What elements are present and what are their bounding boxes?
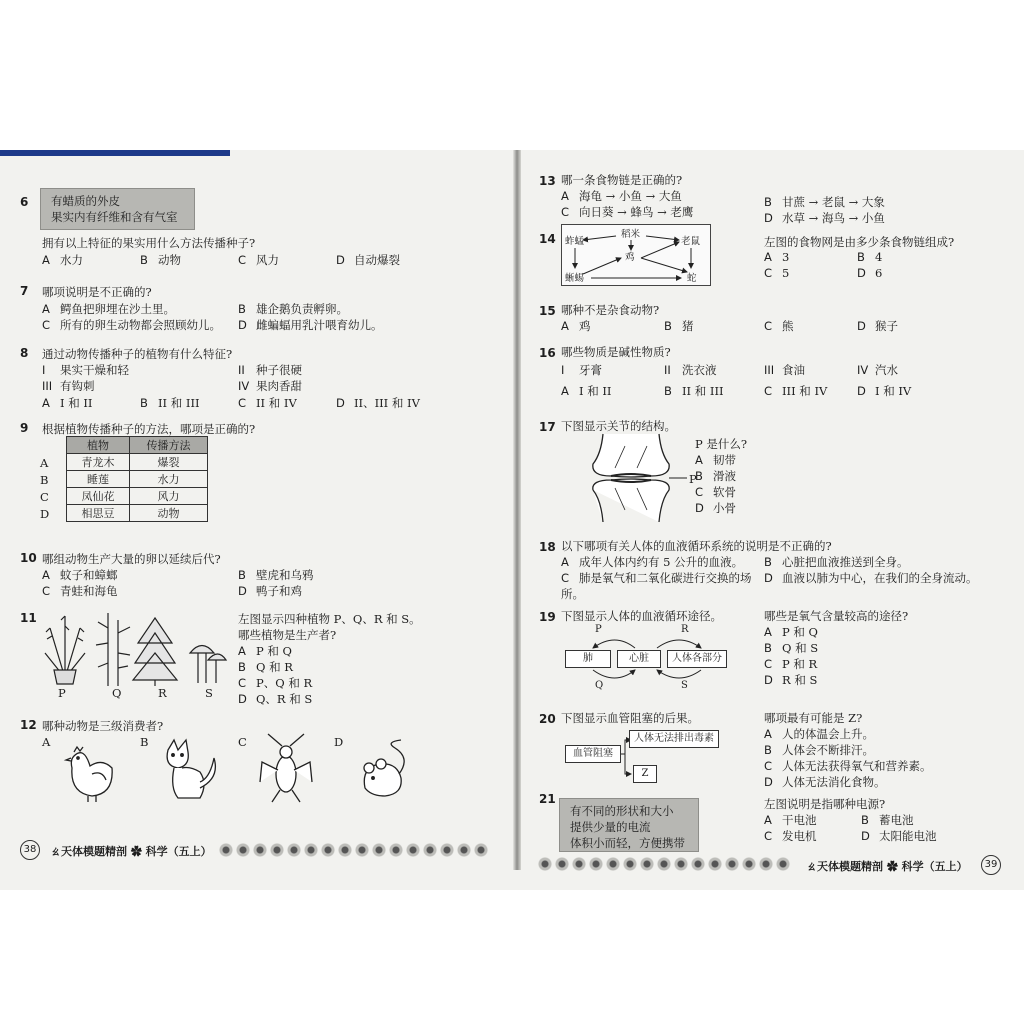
question-number: 16 <box>539 346 556 360</box>
option[interactable]: C 肺是氧气和二氧化碳进行交换的场所。 <box>561 571 752 601</box>
option-letter[interactable]: C <box>40 490 49 504</box>
option[interactable]: C P 和 R <box>764 657 818 671</box>
feature-line: 体积小而轻，方便携带 <box>570 836 685 850</box>
statement-item: II 洗衣液 <box>664 363 717 377</box>
feature-line: 有蜡质的外皮 <box>51 194 120 208</box>
option[interactable]: B II 和 III <box>140 396 200 410</box>
table-cell: 相思豆 <box>67 505 130 522</box>
option[interactable]: C II 和 IV <box>238 396 297 410</box>
question-number: 11 <box>20 611 37 625</box>
question-ask: 哪些是氧气含量较高的途径? <box>764 609 909 623</box>
question-number: 12 <box>20 718 37 732</box>
option[interactable]: C 5 <box>764 266 790 280</box>
feature-line: 果实内有纤维和含有气室 <box>51 210 178 224</box>
question-number: 21 <box>539 792 556 806</box>
path-label: S <box>681 680 688 691</box>
question-stem: 哪些物质是碱性物质? <box>561 345 671 359</box>
question-ask: 哪项最有可能是 Z? <box>764 711 863 725</box>
book-title: ㄠ天体模题精剖 ✿ 科学（五上） <box>806 860 968 873</box>
question-stem: 拥有以上特征的果实用什么方法传播种子? <box>42 236 256 250</box>
option[interactable]: A 韧带 <box>695 453 736 467</box>
question-stem: 哪种动物是三级消费者? <box>42 719 164 733</box>
option[interactable]: D 小骨 <box>695 501 736 515</box>
option-letter[interactable]: D <box>334 735 344 749</box>
option[interactable]: C 发电机 <box>764 829 817 843</box>
option[interactable]: A 海龟 → 小鱼 → 大鱼 <box>561 189 682 203</box>
option[interactable]: A 蚊子和蟑螂 <box>42 568 118 582</box>
question-stem: 左图的食物网是由多少条食物链组成? <box>764 235 955 249</box>
question-stem: 下图显示关节的结构。 <box>561 419 676 433</box>
page-number: 38 <box>20 840 40 860</box>
organism-label: 稻米 <box>621 229 641 240</box>
question-ask: P 是什么? <box>695 437 748 451</box>
book-gutter <box>513 150 521 870</box>
option[interactable]: C 向日葵 → 蜂鸟 → 老鹰 <box>561 205 694 219</box>
question-stem: 以下哪项有关人体的血液循环系统的说明是不正确的? <box>561 539 832 553</box>
question-stem: 哪一条食物链是正确的? <box>561 173 683 187</box>
statement-item: IV 果肉香甜 <box>238 379 302 393</box>
option[interactable]: D R 和 S <box>764 673 818 687</box>
path-label: Q <box>595 680 604 691</box>
table-cell: 青龙木 <box>67 454 130 471</box>
question-number: 17 <box>539 420 556 434</box>
option[interactable]: C 青蛙和海龟 <box>42 584 118 598</box>
option[interactable]: A P 和 Q <box>238 644 292 658</box>
table-cell: 凤仙花 <box>67 488 130 505</box>
option[interactable]: D 6 <box>857 266 883 280</box>
option[interactable]: D 猴子 <box>857 319 898 333</box>
heart-box: 心脏 <box>617 650 661 668</box>
option[interactable]: A 鳄鱼把卵埋在沙土里。 <box>42 302 175 316</box>
option[interactable]: D 血液以肺为中心，在我们的全身流动。 <box>764 571 978 585</box>
four-plants-illustration <box>40 608 225 688</box>
table-row <box>67 488 208 505</box>
option[interactable]: C 人体无法获得氧气和营养素。 <box>764 759 932 773</box>
body-parts-box: 人体各部分 <box>667 650 727 668</box>
label-p: P <box>689 472 697 486</box>
path-label: P <box>595 624 602 635</box>
option[interactable]: D 太阳能电池 <box>861 829 937 843</box>
statement-item: IV 汽水 <box>857 363 898 377</box>
option-letter[interactable]: B <box>40 473 49 487</box>
option[interactable]: D I 和 IV <box>857 384 912 398</box>
option[interactable]: B 蓄电池 <box>861 813 914 827</box>
option[interactable]: C 软骨 <box>695 485 736 499</box>
option[interactable]: C P、Q 和 R <box>238 676 313 690</box>
option[interactable]: C 风力 <box>238 253 279 267</box>
question-stem: 通过动物传播种子的植物有什么特征? <box>42 347 233 361</box>
option[interactable]: D II、III 和 IV <box>336 396 420 410</box>
option[interactable]: D 鸭子和鸡 <box>238 584 302 598</box>
question-number: 13 <box>539 174 556 188</box>
option-letter[interactable]: A <box>42 735 51 749</box>
option[interactable]: D 人体无法消化食物。 <box>764 775 886 789</box>
organism-label: 鸡 <box>625 252 635 263</box>
table-cell: 水力 <box>129 471 207 488</box>
feature-line: 提供少量的电流 <box>570 820 651 834</box>
question-number: 14 <box>539 232 556 246</box>
question-stem: 哪项说明是不正确的? <box>42 285 152 299</box>
question-stem: 哪组动物生产大量的卵以延续后代? <box>42 552 221 566</box>
toxin-box: 人体无法排出毒素 <box>629 730 719 748</box>
rat-icon <box>355 738 415 802</box>
option[interactable]: D 自动爆裂 <box>336 253 400 267</box>
decorative-border <box>537 856 792 872</box>
table-cell: 爆裂 <box>129 454 207 471</box>
statement-item: III 有钩刺 <box>42 379 95 393</box>
option[interactable]: B 人体会不断排汗。 <box>764 743 874 757</box>
fox-icon <box>160 738 220 804</box>
path-label: R <box>681 624 689 635</box>
page-number: 39 <box>981 855 1001 875</box>
option[interactable]: B Q 和 R <box>238 660 293 674</box>
option[interactable]: B 甘蔗 → 老鼠 → 大象 <box>764 195 885 209</box>
option[interactable]: B 猪 <box>664 319 694 333</box>
table-header-row <box>67 437 208 454</box>
plant-label: Q <box>112 686 122 700</box>
option[interactable]: A I 和 II <box>42 396 93 410</box>
question-number: 8 <box>20 346 29 360</box>
z-box: Z <box>633 765 657 783</box>
question-number: 15 <box>539 304 556 318</box>
organism-label: 蚱蜢 <box>565 236 585 247</box>
feature-line: 有不同的形状和大小 <box>570 804 674 818</box>
dispersal-table <box>66 436 208 522</box>
column-header: 植物 <box>67 437 130 454</box>
option[interactable]: C 熊 <box>764 319 794 333</box>
statement-item: III 食油 <box>764 363 805 377</box>
option[interactable]: A 鸡 <box>561 319 591 333</box>
question-number: 19 <box>539 610 556 624</box>
statement-item: I 果实干燥和轻 <box>42 363 129 377</box>
option[interactable]: B 雄企鹅负责孵卵。 <box>238 302 348 316</box>
question-stem: 根据植物传播种子的方法，哪项是正确的? <box>42 422 256 436</box>
option[interactable]: B Q 和 S <box>764 641 819 655</box>
table-cell: 风力 <box>129 488 207 505</box>
option[interactable]: D Q、R 和 S <box>238 692 313 706</box>
joint-diagram <box>591 434 671 522</box>
option[interactable]: B 4 <box>857 250 883 264</box>
book-title: ㄠ天体模题精剖 ✿ 科学（五上） <box>50 845 212 858</box>
table-row <box>67 471 208 488</box>
question-stem: 左图说明是指哪种电源? <box>764 797 886 811</box>
option-letter[interactable]: C <box>238 735 247 749</box>
option[interactable]: A 干电池 <box>764 813 817 827</box>
option-letter[interactable]: A <box>40 456 49 470</box>
grasshopper-icon <box>258 734 316 804</box>
column-header: 传播方法 <box>129 437 207 454</box>
option[interactable]: A 水力 <box>42 253 83 267</box>
table-row <box>67 454 208 471</box>
option[interactable]: A 成年人体内约有 5 公升的血液。 <box>561 555 744 569</box>
left-page <box>0 150 513 890</box>
option[interactable]: B 动物 <box>140 253 181 267</box>
organism-label: 老鼠 <box>681 236 701 247</box>
hen-icon <box>62 738 120 804</box>
table-cell: 睡莲 <box>67 471 130 488</box>
option[interactable]: A I 和 II <box>561 384 612 398</box>
question-intro: 左图显示四种植物 P、Q、R 和 S。 <box>238 612 421 626</box>
plant-label: R <box>158 686 167 700</box>
lung-box: 肺 <box>565 650 611 668</box>
option[interactable]: B II 和 III <box>664 384 724 398</box>
feature-box <box>559 798 699 852</box>
question-number: 7 <box>20 284 29 298</box>
option[interactable]: A 人的体温会上升。 <box>764 727 874 741</box>
decorative-border <box>218 842 490 858</box>
question-number: 18 <box>539 540 556 554</box>
question-stem: 哪些植物是生产者? <box>238 628 337 642</box>
option[interactable]: D 雌蝙蝠用乳汁喂育幼儿。 <box>238 318 383 332</box>
option[interactable]: D 水草 → 海鸟 → 小鱼 <box>764 211 885 225</box>
option[interactable]: B 心脏把血液推送到全身。 <box>764 555 909 569</box>
question-stem: 下图显示血管阻塞的后果。 <box>561 711 699 725</box>
question-number: 20 <box>539 712 556 726</box>
statement-item: II 种子很硬 <box>238 363 302 377</box>
plant-label: S <box>205 686 213 700</box>
feature-box <box>40 188 195 230</box>
organism-label: 蜥蜴 <box>565 273 585 284</box>
question-stem: 下图显示人体的血液循环途径。 <box>561 609 722 623</box>
question-stem: 哪种不是杂食动物? <box>561 303 660 317</box>
table-cell: 动物 <box>129 505 207 522</box>
question-number: 9 <box>20 421 29 435</box>
question-number: 6 <box>20 195 29 209</box>
statement-item: I 牙膏 <box>561 363 602 377</box>
plant-label: P <box>58 686 66 700</box>
option-letter[interactable]: B <box>140 735 149 749</box>
option[interactable]: A P 和 Q <box>764 625 818 639</box>
option[interactable]: B 壁虎和乌鸦 <box>238 568 314 582</box>
organism-label: 蛇 <box>687 273 697 284</box>
option[interactable]: C 所有的卵生动物都会照顾幼儿。 <box>42 318 221 332</box>
option[interactable]: C III 和 IV <box>764 384 828 398</box>
blockage-box: 血管阻塞 <box>565 745 621 763</box>
right-page <box>521 150 1024 890</box>
question-number: 10 <box>20 551 37 565</box>
option[interactable]: B 滑液 <box>695 469 736 483</box>
option[interactable]: A 3 <box>764 250 790 264</box>
option-letter[interactable]: D <box>40 507 50 521</box>
table-row <box>67 505 208 522</box>
